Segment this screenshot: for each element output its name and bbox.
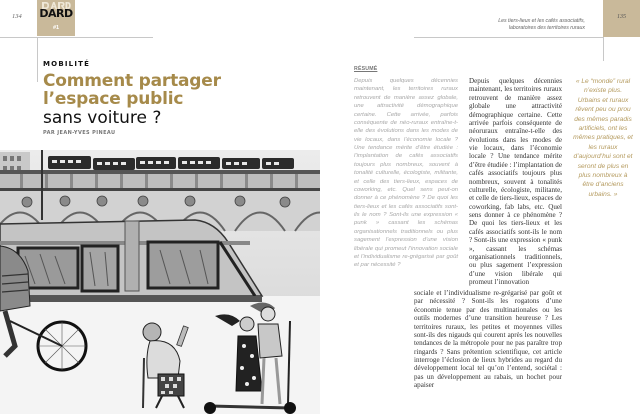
lamp-pole xyxy=(41,150,43,220)
running-head-line-1: Les tiers-lieux et les cafés associatifs, xyxy=(498,18,585,24)
metro-train xyxy=(48,156,294,170)
abstract-text: Depuis quelques décennies maintenant, les territoires ruraux retrouvent de manière assez globale, une attractivité démographique certaine. Cette arrivée, parfois conséquente de néo-ruraux entraîne-t-elle des évolutions dans les modes de vie locaux, dans l’économie locale ? Une tendance mérite d’être étudiée : l’implantation de cafés associatifs toujours plus nombreux, souvent à tonalité culturelle, écologiste, militante, et celle des tiers-lieux, espaces de coworking, etc. Quel sens peut-on donner à ce phénomène ? De quoi les tiers-lieux et les cafés associatifs sont-ils le nom ? Sont-ils une expression « punk » cassant les schémas organisationnels traditionnels ou plus sagement l’expression d’une vision libérale qui promeut l’innovation sociale et l’individualisme re-grégarisé par goût et par nécessité ? xyxy=(354,78,458,269)
vertical-rule-left xyxy=(37,37,38,82)
issue-number: #1 xyxy=(52,25,60,31)
section-kicker: MOBILITÉ xyxy=(43,60,91,68)
logo-word: DARD xyxy=(39,7,73,20)
vertical-rule-right xyxy=(603,37,604,61)
body-wide-text: sociale et l’individualisme re-grégarisé par goût et par nécessité ? Sont-ils les rogatons d’une économie tenue par des multinationales ou les outils modernes d’une transition heureuse ? Les territoires ruraux, les petites et moyennes villes sont-ils des nigauds qui courent après les nouvelles tendances de la métropole pour ne pas paraître trop ringards ? Sans prétention scientifique, cet article interroge l’éclosion de lieux hybrides au regard du développement local tel qu’on l’entend, sociétal : pas un développement au rabais, un hochet pour apaiser xyxy=(414,289,562,390)
abstract-label: RÉSUMÉ xyxy=(354,66,378,72)
magazine-logo xyxy=(37,0,75,36)
byline: PAR JEAN-YVES PINEAU xyxy=(43,130,116,136)
title-line-2: l’espace public xyxy=(43,89,184,109)
illustration-drawing xyxy=(0,146,320,414)
article-title-rest: sans voiture ? xyxy=(43,108,162,128)
running-head-line-2: laboratoires des territoires ruraux xyxy=(508,24,585,31)
header-rule-left xyxy=(0,37,153,38)
article-title-highlight xyxy=(43,72,221,108)
street-scene-illustration xyxy=(0,146,320,414)
header-rule-right xyxy=(414,37,604,38)
page-number-left: 134 xyxy=(12,13,22,20)
title-line-1: Comment partager xyxy=(43,71,221,91)
running-head xyxy=(365,18,585,31)
pull-quote: « Le “monde” rural n’existe plus. Urbains et ruraux rêvent peu ou prou des mêmes paradis artificiels, ont les mêmes pratiques, et les ruraux d’aujourd’hui sont et seront de plus en plus nombreux à être d’anciens urbains. » xyxy=(573,78,633,198)
page-number-right: 135 xyxy=(617,14,626,20)
page-tab-right xyxy=(603,0,640,37)
body-column-text: Depuis quelques décennies maintenant, les territoires ruraux retrouvent de manière assez globale une attractivité démographique certaine. Cette arrivée parfois conséquente de néoruraux entraîne-t-elle des évolutions dans les modes de vie locaux, dans l’économie locale ? Une tendance mérite d’être étudiée : l’implantation de cafés associatifs toujours plus nombreux, souvent à tonalités culturelle, écologiste, militante, et celle de tiers-lieux, espaces de coworking, fab labs, etc. Quel sens donner à ce phénomène ? De quoi les tiers-lieux et les cafés associatifs sont-ils le nom ? Sont-ils une expression « punk », cassant les schémas organisationnels traditionnels, ou plus sagement l’expression d’une vision libérale qui promeut l’innovation xyxy=(469,77,562,286)
